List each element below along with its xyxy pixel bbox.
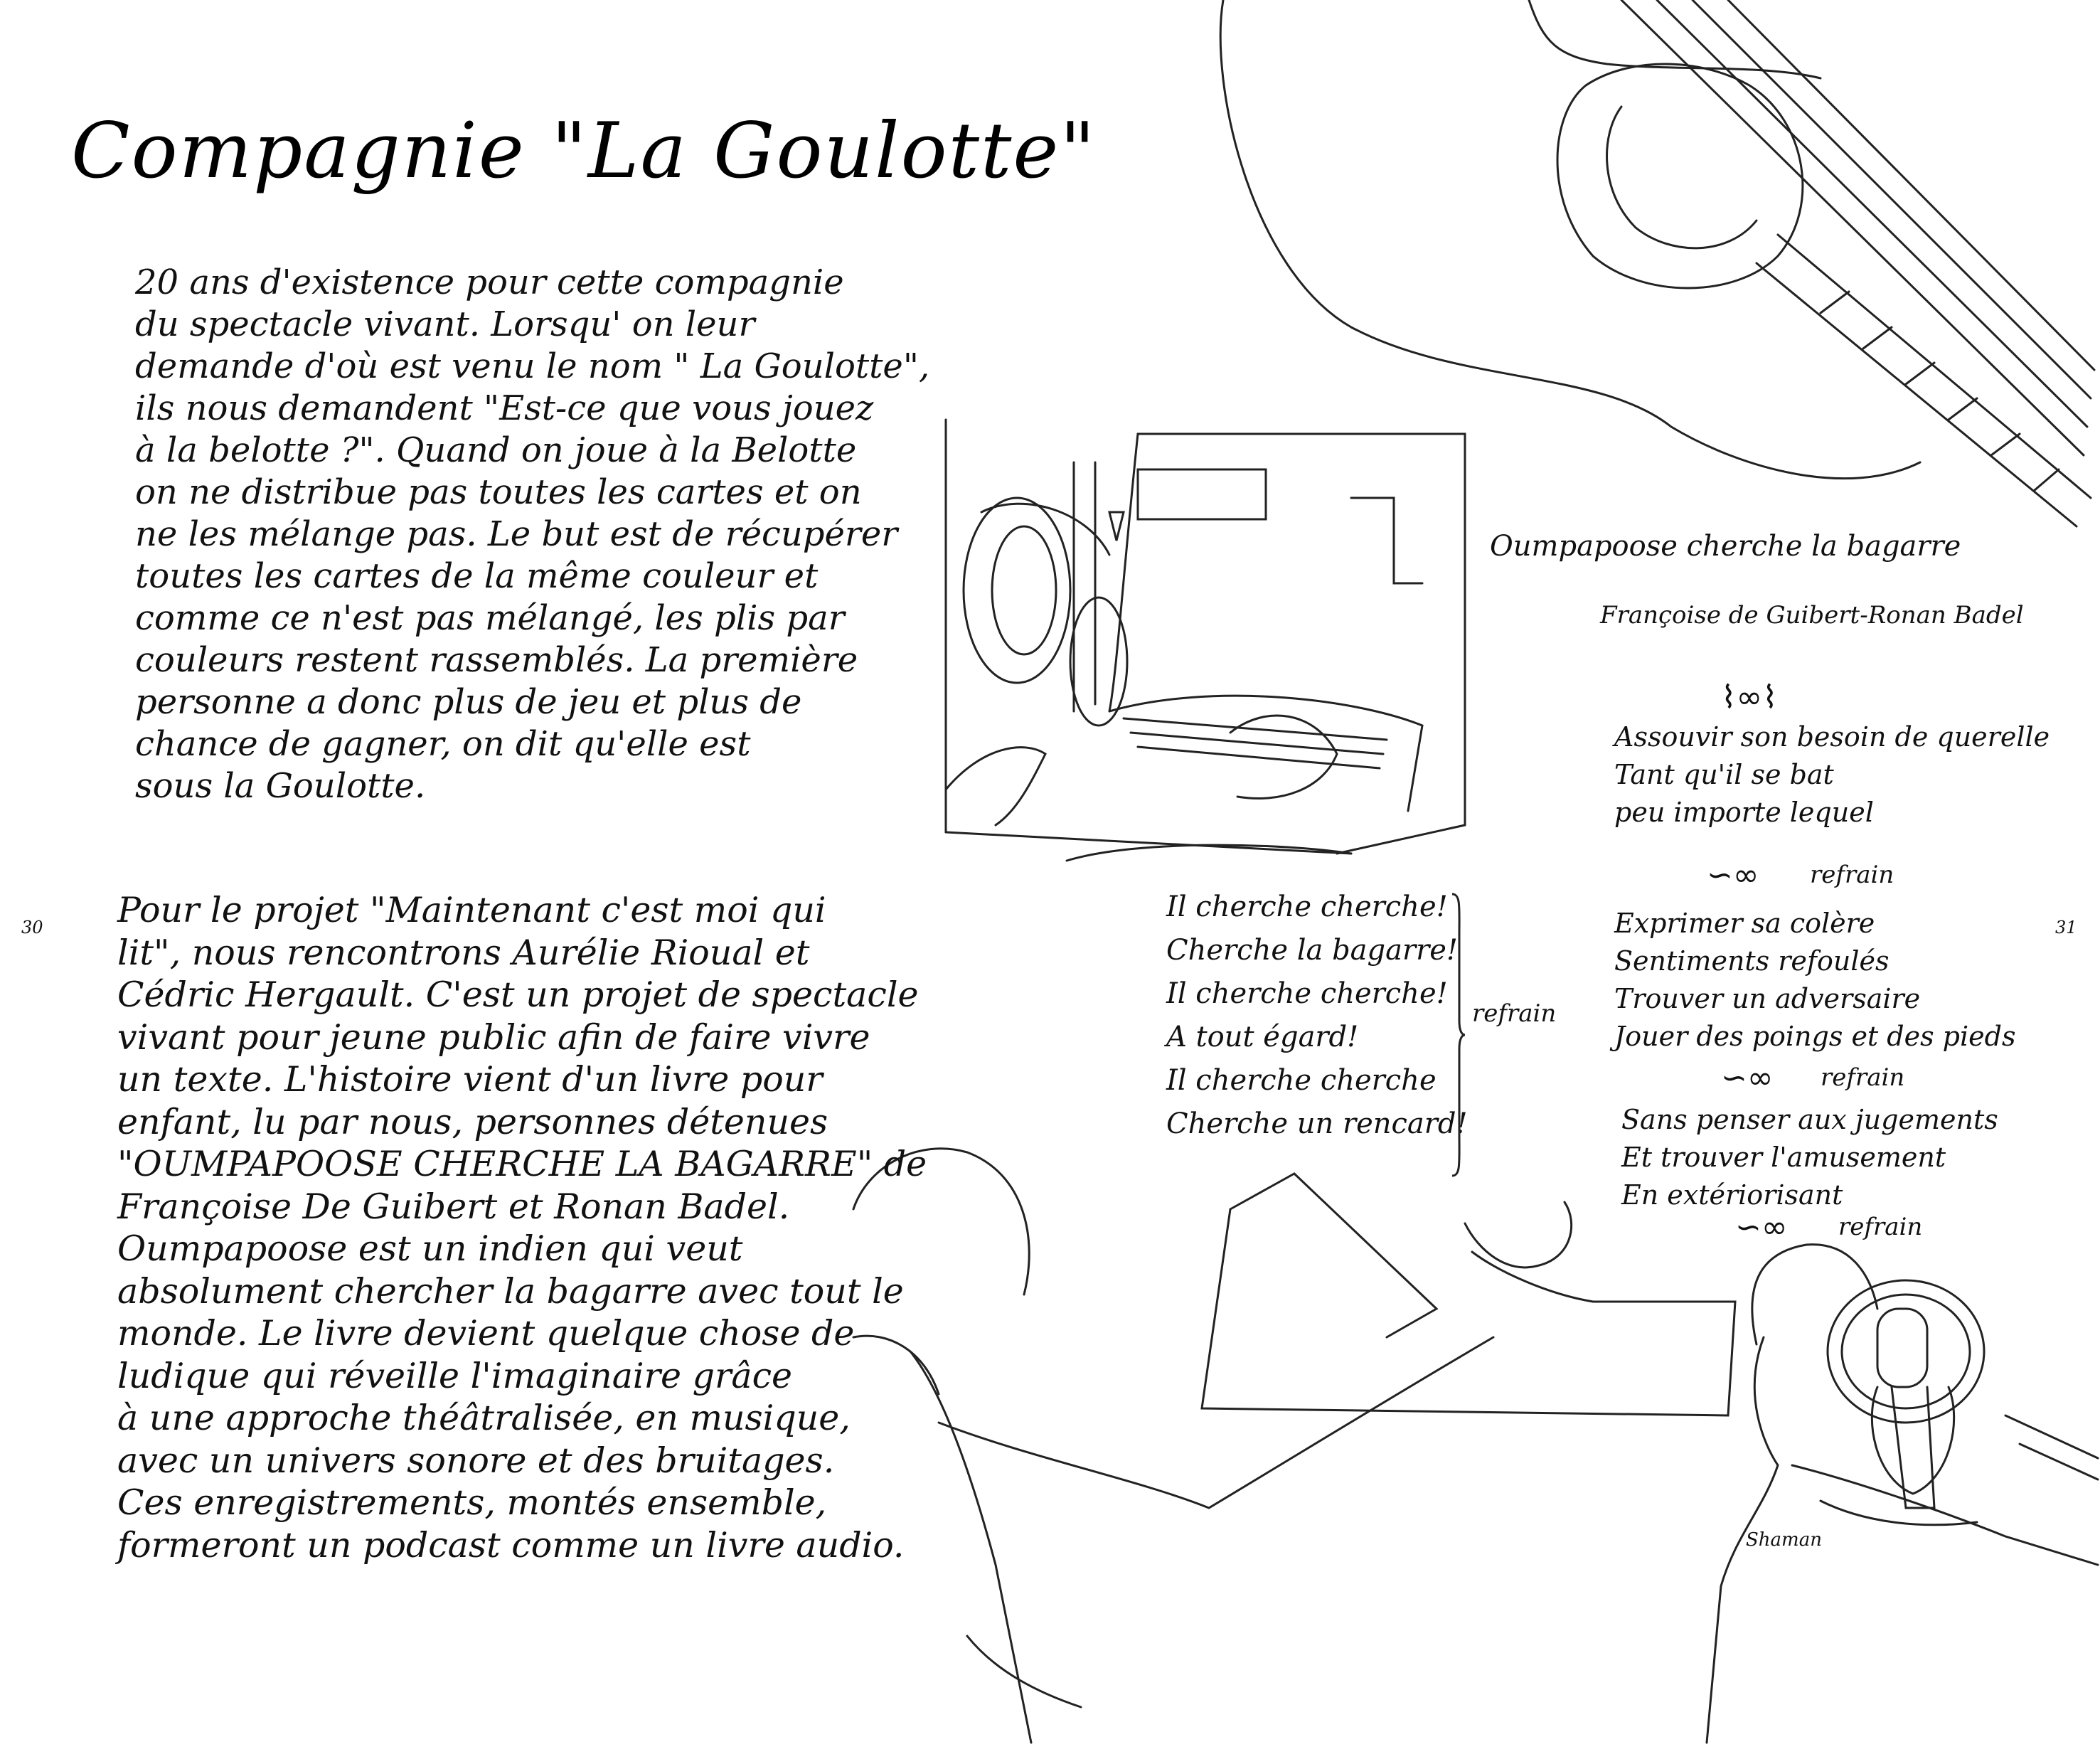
text-line: ludique qui réveille l'imaginaire grâce	[117, 1355, 793, 1396]
text-line: chance de gagner, on dit qu'elle est	[135, 724, 751, 764]
text-line: un texte. L'histoire vient d'un livre pour	[117, 1059, 823, 1100]
verse-line: En extériorisant	[1621, 1179, 1843, 1211]
chorus-line: Cherche un rencard!	[1166, 1107, 1468, 1140]
swirl-ornament-icon: ⌇∞⌇	[1721, 679, 1778, 716]
refrain-marker: refrain	[1838, 1213, 1923, 1241]
chorus-line: Il cherche cherche	[1166, 1064, 1437, 1097]
text-line: Ces enregistrements, montés ensemble,	[117, 1482, 827, 1523]
page-title: Compagnie "La Goulotte"	[71, 107, 1097, 196]
verse-line: Et trouver l'amusement	[1621, 1142, 1946, 1173]
text-line: toutes les cartes de la même couleur et	[135, 556, 819, 596]
text-line: à une approche théâtralisée, en musique,	[117, 1398, 851, 1438]
song-verse-3	[1621, 1101, 1998, 1214]
text-line: couleurs restent rassemblés. La première	[135, 640, 858, 680]
paragraph-project	[117, 889, 956, 1566]
song-verse-1	[1614, 718, 2050, 831]
laptop-drawing	[946, 420, 1465, 861]
text-line: Cédric Hergault. C'est un projet de spectacle	[117, 974, 919, 1015]
song-title: Oumpapoose cherche la bagarre	[1490, 530, 1961, 563]
text-line: lit", nous rencontrons Aurélie Rioual et	[117, 932, 810, 973]
text-line: "OUMPAPOOSE CHERCHE LA BAGARRE" de	[117, 1144, 927, 1184]
verse-line: Trouver un adversaire	[1614, 983, 1921, 1014]
verse-line: Sentiments refoulés	[1614, 945, 1890, 977]
song-verse-2	[1614, 905, 2015, 1056]
microphone-drawing	[1707, 1245, 2098, 1743]
text-line: Pour le projet "Maintenant c'est moi qui	[117, 890, 826, 930]
chorus-refrain-label: refrain	[1472, 999, 1557, 1028]
text-line: avec un univers sonore et des bruitages.	[117, 1440, 835, 1481]
text-line: vivant pour jeune public afin de faire vivre	[117, 1016, 870, 1058]
guitar-drawing	[1220, 0, 2094, 526]
reader-drawing	[853, 1149, 1735, 1743]
swirl-ornament-icon: ∽∞	[1721, 1060, 1774, 1096]
text-line: on ne distribue pas toutes les cartes et on	[135, 472, 862, 512]
verse-line: peu importe lequel	[1614, 797, 1874, 828]
text-line: du spectacle vivant. Lorsqu' on leur	[135, 304, 755, 344]
text-line: Oumpapoose est un indien qui veut	[117, 1228, 743, 1269]
text-line: 20 ans d'existence pour cette compagnie	[135, 262, 844, 302]
page-number-right: 31	[2055, 918, 2077, 937]
text-line: Françoise De Guibert et Ronan Badel.	[117, 1186, 790, 1227]
text-line: formeront un podcast comme un livre audio.	[117, 1524, 905, 1566]
text-line: comme ce n'est pas mélangé, les plis par	[135, 598, 845, 638]
page-number-left: 30	[21, 918, 43, 937]
verse-line: Sans penser aux jugements	[1621, 1104, 1998, 1135]
text-line: absolument chercher la bagarre avec tout le	[117, 1270, 904, 1312]
text-line: ils nous demandent "Est-ce que vous jouez	[135, 388, 874, 428]
verse-line: Tant qu'il se bat	[1614, 759, 1834, 790]
text-line: monde. Le livre devient quelque chose de	[117, 1313, 855, 1354]
chorus-line: Il cherche cherche!	[1166, 977, 1448, 1010]
text-line: sous la Goulotte.	[135, 766, 426, 806]
verse-line: Jouer des poings et des pieds	[1614, 1021, 2016, 1052]
refrain-marker: refrain	[1821, 1063, 1905, 1092]
chorus-brace	[1451, 893, 1466, 1177]
paragraph-history	[135, 262, 930, 807]
chorus-line: Il cherche cherche!	[1166, 891, 1448, 923]
text-line: personne a donc plus de jeu et plus de	[135, 682, 802, 722]
verse-line: Assouvir son besoin de querelle	[1614, 721, 2050, 753]
swirl-ornament-icon: ∽∞	[1735, 1209, 1788, 1245]
text-line: à la belotte ?". Quand on joue à la Belotte	[135, 430, 857, 470]
text-line: demande d'où est venu le nom " La Goulotte",	[135, 346, 930, 386]
text-line: ne les mélange pas. Le but est de récupérer	[135, 514, 898, 554]
verse-line: Exprimer sa colère	[1614, 908, 1875, 939]
song-authors: Françoise de Guibert-Ronan Badel	[1600, 601, 2024, 629]
refrain-marker: refrain	[1810, 861, 1894, 889]
song-chorus	[1166, 886, 1468, 1146]
chorus-line: A tout égard!	[1166, 1021, 1359, 1053]
swirl-ornament-icon: ∽∞	[1707, 857, 1759, 893]
text-line: enfant, lu par nous, personnes détenues	[117, 1101, 828, 1142]
chorus-line: Cherche la bagarre!	[1166, 934, 1458, 967]
artist-signature: Shaman	[1746, 1529, 1822, 1551]
